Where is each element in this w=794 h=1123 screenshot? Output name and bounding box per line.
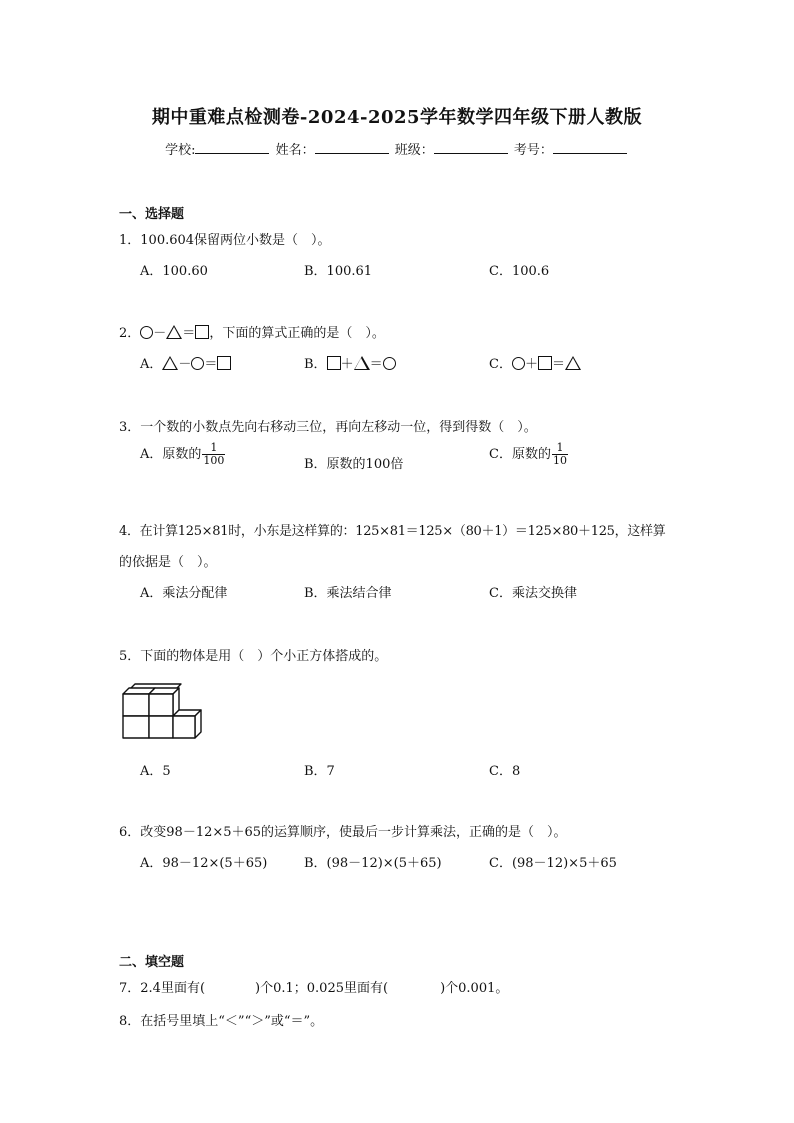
q2-stem: ，下面的算式正确的是（ ）。 (209, 326, 385, 341)
square-icon (195, 325, 209, 339)
q2-b-label: B． (304, 357, 327, 372)
q4-option-c[interactable]: C．乘法交换律 (489, 586, 577, 601)
fraction (552, 442, 568, 467)
minus-sign: － (178, 357, 192, 372)
cube-front-face (173, 716, 195, 738)
plus-sign: ＋ (524, 357, 538, 372)
exam-no-blank[interactable] (553, 141, 627, 154)
school-label: 学校: (165, 143, 196, 158)
q5-option-a[interactable]: A．5 (140, 764, 171, 779)
q3-option-c[interactable] (489, 442, 568, 467)
triangle-icon (162, 356, 178, 370)
q2-minus: － (153, 326, 167, 341)
q1-option-b[interactable]: B．100.61 (304, 264, 373, 279)
cube-stack-figure (121, 680, 205, 742)
q2-option-b[interactable] (304, 353, 396, 372)
q5-option-b[interactable]: B．7 (304, 764, 335, 779)
q3-c-text: C．原数的 (489, 447, 551, 462)
q4-option-a[interactable]: A．乘法分配律 (140, 586, 228, 601)
q6-option-a[interactable]: A．98－12×(5＋65) (140, 856, 268, 871)
q2-option-a[interactable] (140, 353, 231, 372)
square-icon (217, 356, 231, 370)
circle-icon (140, 326, 153, 339)
name-label: 姓名： (275, 143, 315, 158)
circle-icon (383, 357, 396, 370)
fraction (202, 442, 225, 467)
q3-option-b[interactable]: B．原数的100倍 (304, 457, 404, 472)
fraction-numerator: 1 (202, 442, 225, 455)
q2-equals: ＝ (182, 326, 196, 341)
exam-no-label: 考号： (513, 143, 553, 158)
q4-option-b[interactable]: B．乘法结合律 (304, 586, 392, 601)
section-title-choice: 一、选择题 (119, 207, 185, 222)
school-blank[interactable] (195, 141, 269, 154)
q7-part-1: 7．2.4里面有( (119, 981, 206, 996)
cube-side-face (195, 710, 201, 738)
q2-a-label: A． (140, 357, 163, 372)
plus-sign: ＋ (340, 357, 354, 372)
fraction-numerator: 1 (552, 442, 568, 455)
square-icon (538, 356, 552, 370)
question-4-line-2: 的依据是（ ）。 (119, 555, 217, 570)
cube-front-face (123, 694, 149, 716)
question-7 (119, 977, 508, 996)
question-3: 3．一个数的小数点先向右移动三位，再向左移动一位，得到得数（ ）。 (119, 420, 537, 435)
q3-a-text: A．原数的 (140, 447, 202, 462)
cube-front-face (123, 716, 149, 738)
q6-option-c[interactable]: C．(98－12)×5＋65 (489, 856, 617, 871)
cube-front-face (149, 694, 173, 716)
name-blank[interactable] (315, 141, 389, 154)
q2-option-c[interactable] (489, 353, 581, 372)
q1-option-c[interactable]: C．100.6 (489, 264, 550, 279)
triangle-icon (565, 356, 581, 370)
question-4-line-1: 4．在计算125×81时，小东是这样算的：125×81＝125×（80＋1）＝125×80＋125，这样算 (119, 524, 666, 539)
page-title: 期中重难点检测卷-2024-2025学年数学四年级下册人教版 (151, 107, 643, 128)
fraction-denominator: 10 (552, 454, 567, 467)
q1-option-a[interactable]: A．100.60 (140, 264, 208, 279)
equals-sign: ＝ (204, 357, 218, 372)
question-1: 1．100.604保留两位小数是（ ）。 (119, 233, 331, 248)
q7-part-2: )个0.1；0.025里面有( (255, 981, 389, 996)
equals-sign: ＝ (551, 357, 565, 372)
circle-icon (512, 357, 525, 370)
question-2 (119, 322, 385, 341)
triangle-icon (354, 356, 370, 370)
question-5: 5．下面的物体是用（ ）个小正方体搭成的。 (119, 649, 388, 664)
fraction-denominator: 100 (203, 454, 225, 467)
triangle-icon (166, 325, 182, 339)
q5-option-c[interactable]: C．8 (489, 764, 521, 779)
q6-option-b[interactable]: B．(98－12)×(5＋65) (304, 856, 442, 871)
class-blank[interactable] (434, 141, 508, 154)
q2-c-label: C． (489, 357, 512, 372)
q3-option-a[interactable] (140, 442, 225, 467)
q2-number: 2． (119, 326, 141, 341)
student-info-line (0, 139, 794, 158)
class-label: 班级： (394, 143, 434, 158)
circle-icon (191, 357, 204, 370)
square-icon (327, 356, 341, 370)
section-title-fill: 二、填空题 (119, 955, 185, 970)
question-6: 6．改变98－12×5＋65的运算顺序，使最后一步计算乘法，正确的是（ ）。 (119, 825, 567, 840)
question-8: 8．在括号里填上“＜”“＞”或“＝”。 (119, 1014, 324, 1029)
equals-sign: ＝ (369, 357, 383, 372)
cube-front-face (149, 716, 173, 738)
q7-part-3: )个0.001。 (440, 981, 509, 996)
